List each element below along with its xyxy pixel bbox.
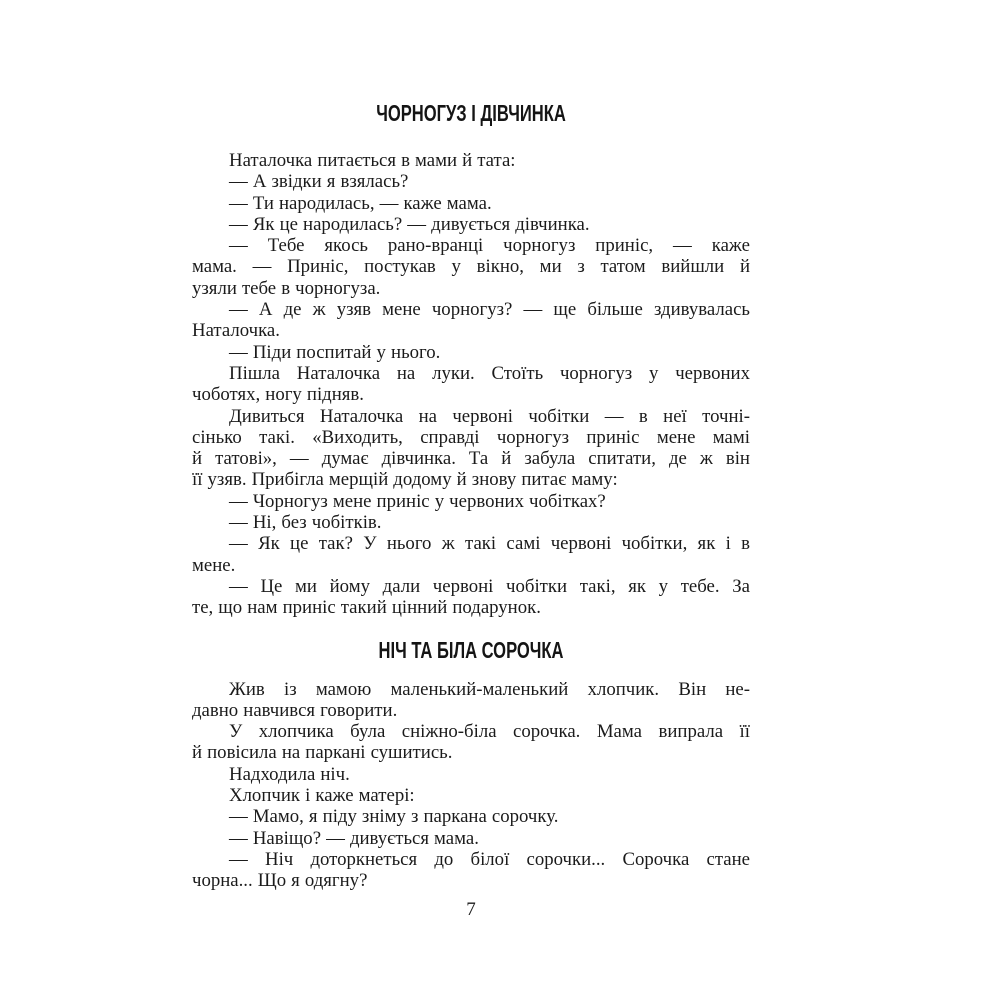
text-line: й татові», — думає дівчинка. Та й забула спитати, де ж він bbox=[192, 448, 750, 470]
text-line: її узяв. Прибігла мерщій додому й знову питає маму: bbox=[192, 469, 618, 491]
paragraph bbox=[192, 299, 750, 342]
text-line: — Ти народилась, — каже мама. bbox=[229, 192, 492, 214]
text-line: Дивиться Наталочка на червоні чобітки — в неї точні- bbox=[229, 405, 750, 427]
text-line: У хлопчика була сніжно-біла сорочка. Мама випрала її bbox=[229, 721, 750, 743]
story-title: ЧОРНОГУЗ І ДІВЧИНКА bbox=[376, 100, 566, 126]
text-line: сінько такі. «Виходить, справді чорногуз приніс мене мамі bbox=[192, 426, 750, 448]
text-line: — Як це так? У нього ж такі самі червоні чобітки, як і в bbox=[229, 533, 750, 555]
text-line: — А де ж узяв мене чорногуз? — ще більше здивувалась bbox=[229, 299, 750, 321]
paragraph bbox=[192, 533, 750, 576]
paragraph bbox=[192, 214, 750, 235]
paragraph bbox=[192, 491, 750, 512]
story-title: НІЧ ТА БІЛА СОРОЧКА bbox=[378, 636, 564, 663]
paragraph bbox=[192, 679, 750, 722]
text-line: — Чорногуз мене приніс у червоних чобітках? bbox=[229, 490, 606, 512]
text-line: давно навчився говорити. bbox=[192, 699, 398, 721]
paragraph bbox=[192, 235, 750, 299]
text-line: — Це ми йому дали червоні чобітки такі, як у тебе. За bbox=[229, 575, 750, 597]
text-line: — Мамо, я піду зніму з паркана сорочку. bbox=[229, 806, 559, 828]
paragraph bbox=[192, 806, 750, 827]
paragraph bbox=[192, 150, 750, 171]
text-line: — Навіщо? — дивується мама. bbox=[229, 827, 479, 849]
paragraph bbox=[192, 342, 750, 363]
text-line: й повісила на паркані сушитись. bbox=[192, 742, 453, 764]
paragraph bbox=[192, 785, 750, 806]
paragraph bbox=[192, 828, 750, 849]
text-line: Хлопчик і каже матері: bbox=[229, 785, 415, 807]
text-line: — Ніч доторкнеться до білої сорочки... Сорочка стане bbox=[229, 848, 750, 870]
text-line: мене. bbox=[192, 554, 236, 576]
paragraph bbox=[192, 171, 750, 192]
text-line: — Як це народилась? — дивується дівчинка. bbox=[229, 213, 590, 235]
text-line: Пішла Наталочка на луки. Стоїть чорногуз у червоних bbox=[229, 362, 750, 384]
text-line: чоботях, ногу підняв. bbox=[192, 384, 364, 406]
text-line: чорна... Що я одягну? bbox=[192, 870, 368, 892]
text-line: Жив із мамою маленький-маленький хлопчик. Він не- bbox=[229, 678, 750, 700]
paragraph bbox=[192, 849, 750, 892]
paragraph bbox=[192, 193, 750, 214]
text-column bbox=[192, 100, 750, 892]
paragraph bbox=[192, 363, 750, 406]
text-line: узяли тебе в чорногуза. bbox=[192, 277, 381, 299]
paragraph bbox=[192, 512, 750, 533]
text-line: — А звідки я взялась? bbox=[229, 171, 409, 193]
paragraph bbox=[192, 576, 750, 619]
text-line: — Піди поспитай у нього. bbox=[229, 341, 441, 363]
page-number: 7 bbox=[466, 899, 476, 920]
text-line: мама. — Приніс, постукав у вікно, ми з татом вийшли й bbox=[192, 256, 750, 278]
paragraph bbox=[192, 721, 750, 764]
text-line: те, що нам приніс такий цінний подарунок. bbox=[192, 597, 541, 619]
text-line: — Тебе якось рано-вранці чорногуз приніс, — каже bbox=[229, 235, 750, 257]
text-line: Наталочка. bbox=[192, 320, 280, 342]
text-line: Наталочка питається в мами й тата: bbox=[229, 150, 516, 171]
paragraph bbox=[192, 764, 750, 785]
text-line: — Ні, без чобітків. bbox=[229, 512, 382, 534]
paragraph bbox=[192, 406, 750, 491]
text-line: Надходила ніч. bbox=[229, 763, 350, 785]
